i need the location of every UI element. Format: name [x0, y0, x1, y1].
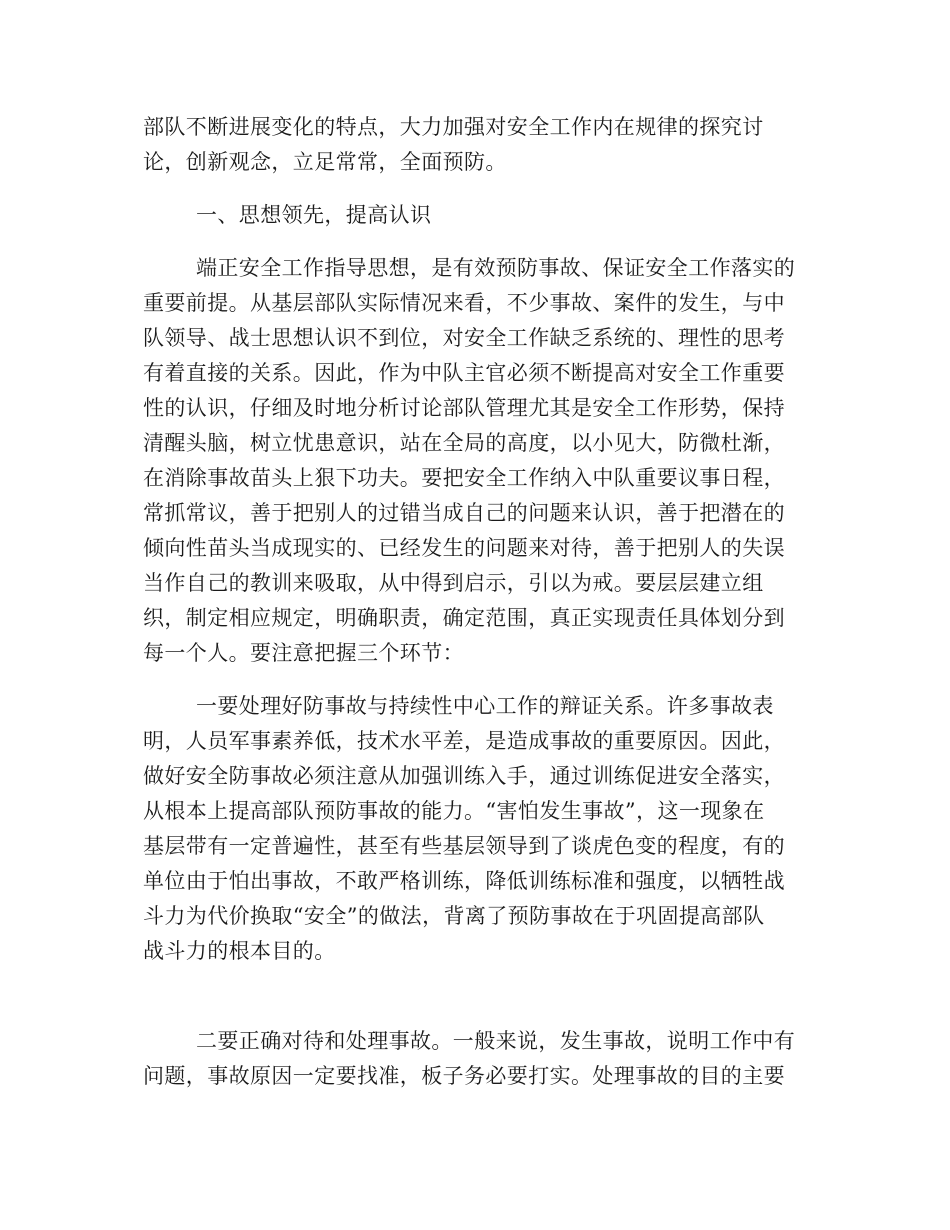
- paragraph-line: 二要正确对待和处理事故。一般来说，发生事故，说明工作中有: [196, 1029, 796, 1053]
- paragraph-line: 明，人员军事素养低，技术水平差，是造成事故的重要原因。因此，: [143, 729, 785, 753]
- paragraph-line: 队领导、战士思想认识不到位，对安全工作缺乏系统的、理性的思考: [143, 326, 785, 350]
- paragraph-line: 清醒头脑，树立忧患意识，站在全局的高度，以小见大，防微杜渐，: [143, 431, 785, 455]
- paragraph-line: 斗力为代价换取“安全”的做法，背离了预防事故在于巩固提高部队: [143, 904, 765, 928]
- paragraph-line: 端正安全工作指导思想，是有效预防事故、保证安全工作落实的: [196, 256, 796, 280]
- paragraph-line: 在消除事故苗头上狠下功夫。要把安全工作纳入中队重要议事日程，: [143, 466, 785, 490]
- paragraph-line: 论，创新观念，立足常常，全面预防。: [143, 150, 507, 174]
- paragraph-line: 常抓常议，善于把别人的过错当成自己的问题来认识，善于把潜在的: [143, 501, 785, 525]
- paragraph-line: 性的认识，仔细及时地分析讨论部队管理尤其是安全工作形势，保持: [143, 396, 785, 420]
- paragraph-line: 当作自己的教训来吸取，从中得到启示，引以为戒。要层层建立组: [143, 571, 764, 595]
- section-heading: 一、思想领先，提高认识: [196, 203, 432, 227]
- paragraph-line: 基层带有一定普遍性，甚至有些基层领导到了谈虎色变的程度，有的: [143, 834, 785, 858]
- paragraph-line: 部队不断进展变化的特点，大力加强对安全工作内在规律的探究讨: [143, 115, 764, 139]
- paragraph-line: 做好安全防事故必须注意从加强训练入手，通过训练促进安全落实，: [143, 764, 785, 788]
- paragraph-line: 重要前提。从基层部队实际情况来看，不少事故、案件的发生，与中: [143, 291, 785, 315]
- paragraph-line: 织，制定相应规定，明确职责，确定范围，真正实现责任具体划分到: [143, 606, 785, 630]
- paragraph-line: 战斗力的根本目的。: [143, 939, 336, 963]
- paragraph-line: 问题，事故原因一定要找准，板子务必要打实。处理事故的目的主要: [143, 1064, 785, 1088]
- paragraph-line: 倾向性苗头当成现实的、已经发生的问题来对待，善于把别人的失误: [143, 536, 785, 560]
- paragraph-line: 每一个人。要注意把握三个环节：: [143, 641, 464, 665]
- paragraph-line: 一要处理好防事故与持续性中心工作的辩证关系。许多事故表: [196, 694, 774, 718]
- paragraph-line: 单位由于怕出事故，不敢严格训练，降低训练标准和强度，以牺牲战: [143, 869, 785, 893]
- paragraph-line: 从根本上提高部队预防事故的能力。“害怕发生事故”，这一现象在: [143, 799, 765, 823]
- paragraph-line: 有着直接的关系。因此，作为中队主官必须不断提高对安全工作重要: [143, 361, 785, 385]
